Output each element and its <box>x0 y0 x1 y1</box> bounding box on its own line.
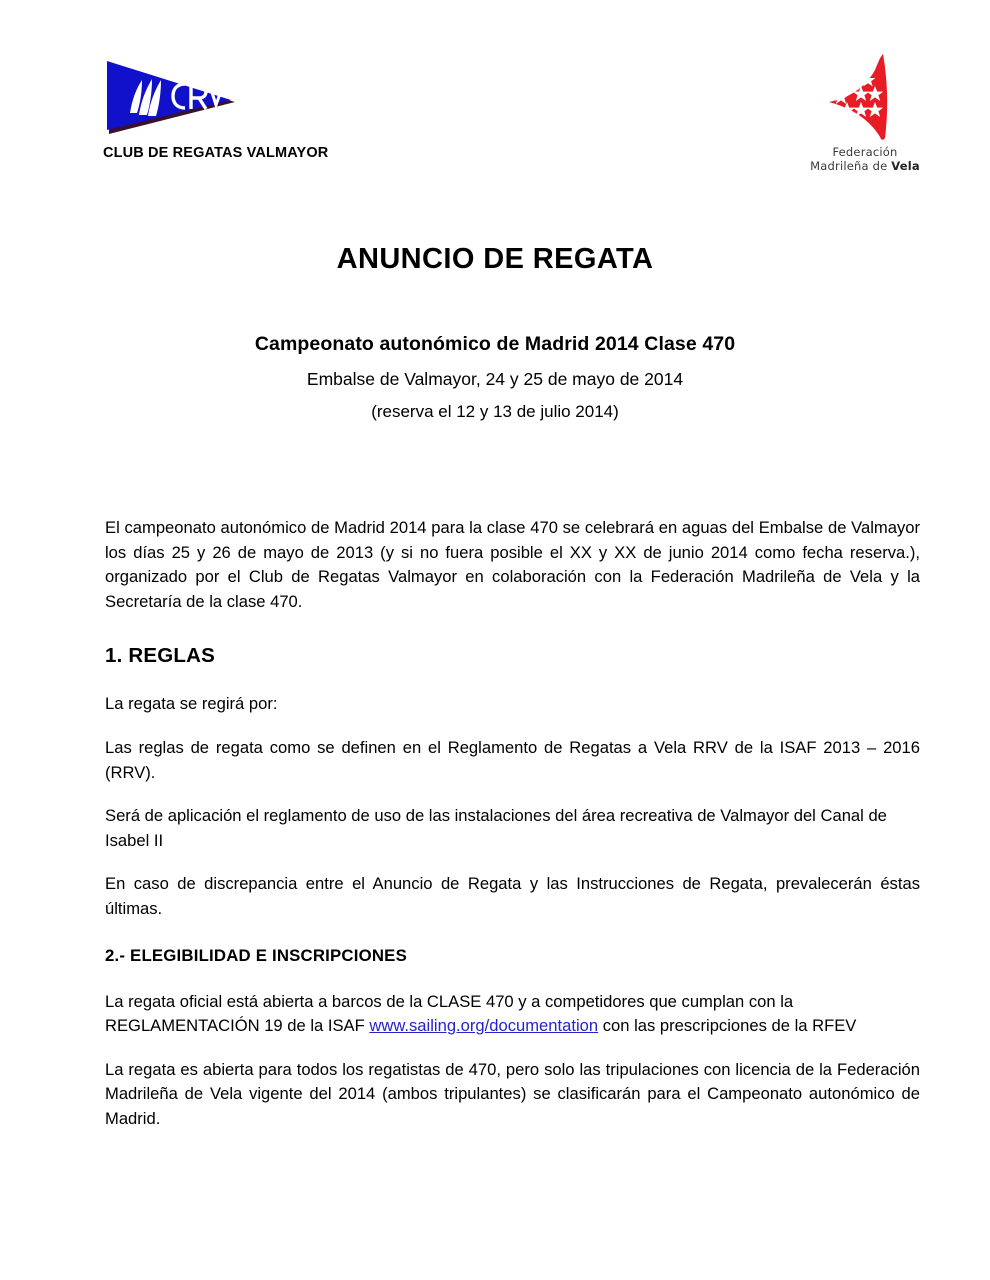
intro-paragraph: El campeonato autonómico de Madrid 2014 para la clase 470 se celebrará en aguas del Embalse de Valmayor los días 25 y 26 de mayo de 2013 (y si no fuera posible el XX y XX de junio 2014 como fecha reserva.), organizado por el Club de Regatas Valmayor en colaboración con la Federación Madrileña de Vela y la Secretaría de la clase 470. <box>105 518 920 611</box>
section-1-paragraph-3: Será de aplicación el reglamento de uso de las instalaciones del área recreativa de Valmayor del Canal de Isabel II <box>105 806 887 850</box>
section-2-text-before-link: La regata oficial está abierta a barcos de la CLASE 470 y a competidores que cumplan con la REGLAMENTACIÓN 19 de la ISAF <box>105 991 794 1036</box>
championship-subtitle: Campeonato autonómico de Madrid 2014 Clase 470 <box>254 333 736 355</box>
crv-pennant-flag-icon <box>103 58 237 138</box>
federation-logo-block <box>790 52 940 173</box>
document-subtitle-block <box>0 333 990 422</box>
section-1-paragraph-2: Las reglas de regata como se definen en el Reglamento de Regatas a Vela RRV de la ISAF 2013 – 2016 (RRV). <box>105 737 920 782</box>
federation-name-line1: Federación <box>832 145 898 159</box>
section-2-paragraph-2: La regata es abierta para todos los regatistas de 470, pero solo las tripulaciones con licencia de la Federación Madrileña de Vela vigente del 2014 (ambos tripulantes) se clasificarán para el Campeonato autonómico de Madrid. <box>105 1059 920 1128</box>
isaf-documentation-link[interactable]: www.sailing.org/documentation <box>369 1016 599 1036</box>
section-1-paragraph-1: La regata se regirá por: <box>105 694 278 714</box>
document-title: ANUNCIO DE REGATA <box>336 243 654 275</box>
section-2-paragraph-1 <box>105 990 920 1039</box>
document-body <box>105 516 920 1132</box>
section-1-heading: 1. REGLAS <box>105 644 216 668</box>
document-header <box>0 0 990 185</box>
section-2-text-after-link: con las prescripciones de la RFEV <box>598 1016 857 1036</box>
venue-date-line: Embalse de Valmayor, 24 y 25 de mayo de 2014 <box>306 369 684 389</box>
federation-name-line2 <box>790 160 940 174</box>
section-2-heading: 2.- ELEGIBILIDAD E INSCRIPCIONES <box>105 945 407 965</box>
club-name-label: CLUB DE REGATAS VALMAYOR <box>103 145 329 161</box>
federation-name-label <box>790 146 940 173</box>
reserve-date-line: (reserva el 12 y 13 de julio 2014) <box>371 402 619 421</box>
club-logo-block <box>103 58 363 161</box>
section-1-paragraph-4: En caso de discrepancia entre el Anuncio de Regata y las Instrucciones de Regata, prevalecerán éstas últimas. <box>105 874 920 918</box>
federation-name-line2-regular: Madrileña de <box>810 158 892 173</box>
madrid-sail-stars-icon <box>790 52 940 144</box>
federation-name-line2-bold: Vela <box>891 158 920 173</box>
